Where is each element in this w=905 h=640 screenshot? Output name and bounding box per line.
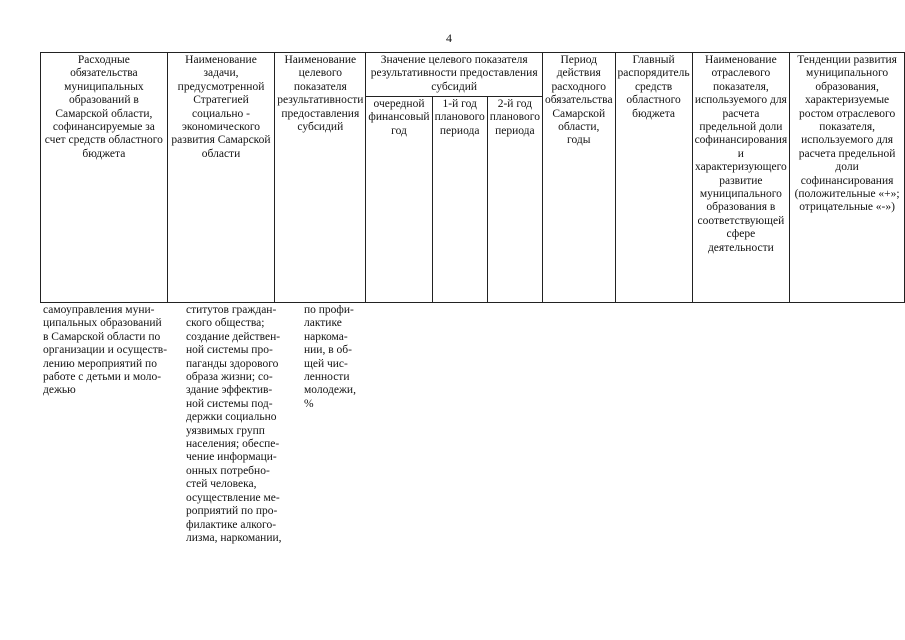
table-header [40, 52, 905, 303]
page-number: 4 [446, 31, 452, 45]
header-development-trends: Тенденции развития муниципального образования, характеризуемые ростом отраслевого показателя, используемого для расчета предельной доли софинансирования (положительные «+»; отрицательные «-») [790, 53, 905, 303]
header-main-manager: Главный распорядитель средств областного бюджета [615, 53, 692, 303]
continuation-col2: ститутов граждан- ского общества; создание действен- ной системы про- паганды здорового образа жизни; со- здание эффектив- ной системы под- держки социально уязвимых групп населения; обеспе- чение информаци- онных потребно- стей человека, осуществление ме- роприятий по про- филактике алкого- лизма, наркомании, [186, 304, 282, 544]
header-period: Период действия расходного обязательства Самарской области, годы [542, 53, 615, 303]
header-current-year: очередной финансовый год [366, 97, 432, 303]
header-sector-indicator: Наименование отраслевого показателя, используемого для расчета предельной доли софинансирования и характеризующего развитие муниципального образования в соответствующей сфере деятельности [692, 53, 790, 303]
continuation-col1: самоуправления муни- ципальных образований в Самарской области по организации и осуществ- лению мероприятий по работе с детьми и моло- дежью [43, 304, 168, 397]
header-target-indicator: Наименование целевого показателя результативности предоставления субсидий [275, 53, 366, 303]
header-expense-obligations: Расходные обязательства муниципальных образований в Самарской области, софинансируемые за счет средств областного бюджета [41, 53, 168, 303]
header-target-value-group: Значение целевого показателя результативности предоставления субсидий [366, 53, 543, 97]
continuation-col3: по профи- лактике наркома- нии, в об- щей чис- ленности молодежи, % [304, 304, 356, 410]
header-plan-year-1: 1-й год планового периода [432, 97, 487, 303]
header-plan-year-2: 2-й год планового периода [487, 97, 542, 303]
header-task-name: Наименование задачи, предусмотренной Стратегией социально - экономического развития Самарской области [167, 53, 275, 303]
